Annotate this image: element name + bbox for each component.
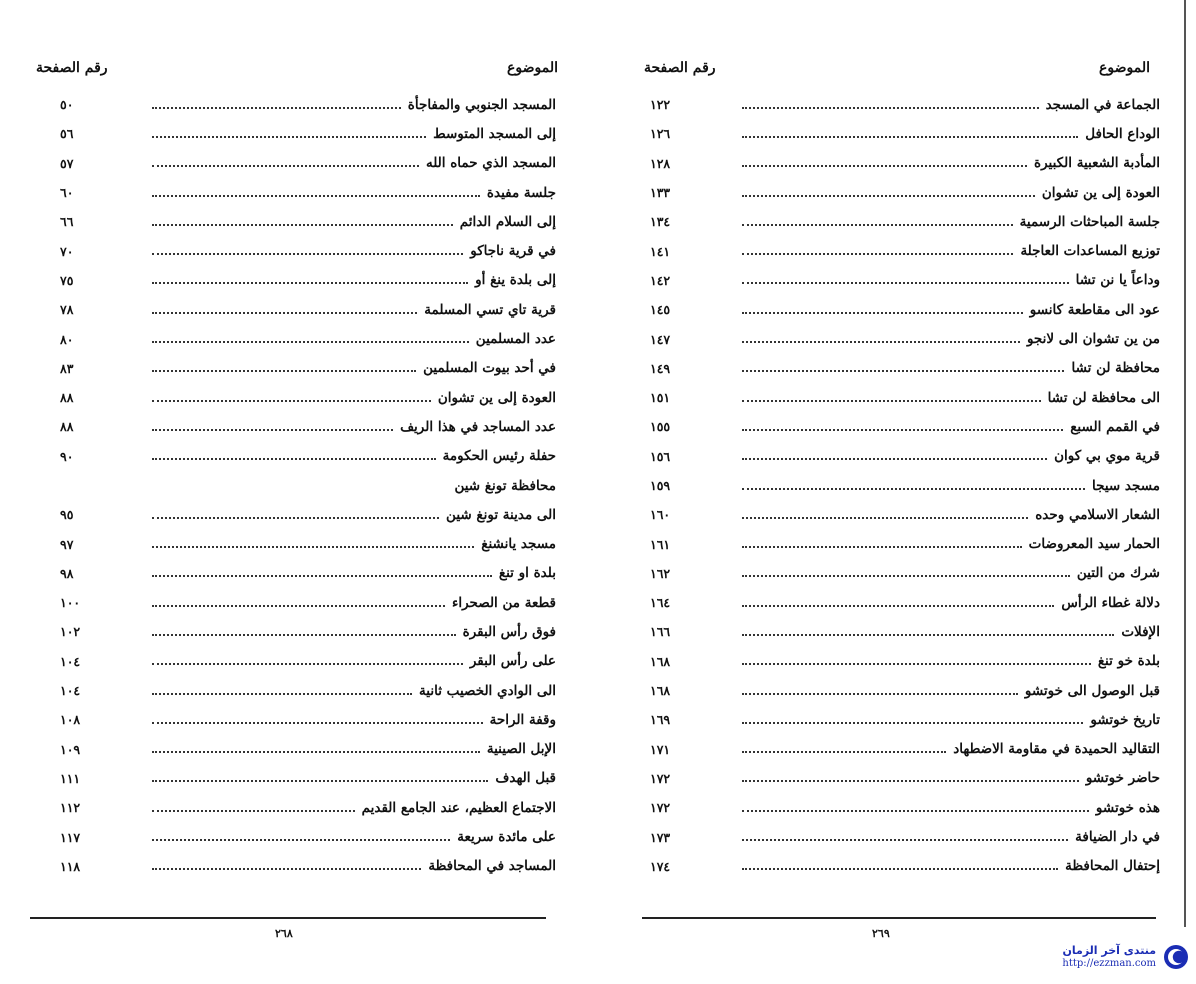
toc-entry-topic: مسجد سيجا [1092, 477, 1160, 494]
toc-entry-page-number: ١٦٨ [650, 683, 671, 699]
toc-entry [650, 207, 1160, 236]
toc-entry-topic: قبل الهدف [495, 770, 556, 787]
toc-entry-topic: قطعة من الصحراء [451, 594, 556, 611]
toc-entry [650, 793, 1160, 822]
toc-entry-topic: المسجد الذي حماه الله [425, 155, 556, 172]
right-page [600, 0, 1196, 984]
toc-entry-topic: إحتفال المحافظة [1065, 858, 1160, 875]
topic-column-header: الموضوع [1099, 60, 1150, 76]
toc-entry [650, 119, 1160, 148]
toc-entry-topic: مسجد يانشنغ [481, 536, 556, 553]
dot-leader [742, 429, 1063, 431]
toc-entry-topic: جلسة مفيدة [486, 184, 556, 201]
toc-entry-page-number: ١٥٩ [650, 478, 671, 493]
toc-entry [650, 588, 1160, 617]
toc-entry-page-number: ١٧٢ [650, 800, 671, 816]
toc-entry [650, 617, 1160, 646]
dot-leader [152, 136, 426, 138]
scan-edge-line [1184, 0, 1186, 927]
toc-entry-page-number: ١١٢ [60, 800, 81, 816]
toc-entry-page-number: ١٠٢ [60, 624, 81, 640]
toc-entry-topic: فوق رأس البقرة [462, 623, 556, 640]
dot-leader [742, 341, 1020, 343]
toc-entry-topic: في القمم السبع [1070, 418, 1160, 435]
dot-leader [742, 605, 1054, 607]
dot-leader [742, 839, 1068, 841]
dot-leader [742, 693, 1018, 695]
toc-entry-topic: قرية تاي تسي المسلمة [424, 301, 556, 318]
toc-entry-topic: الوداع الحافل [1085, 125, 1160, 142]
dot-leader [742, 224, 1013, 226]
toc-entry [60, 119, 556, 148]
toc-entry [60, 705, 556, 734]
toc-entry-page-number: ٨٨ [60, 419, 74, 435]
toc-entry-page-number: ١٧١ [650, 741, 671, 757]
page-folio: ٢٦٨ [275, 927, 293, 940]
toc-entry [650, 236, 1160, 265]
dot-leader [742, 195, 1035, 197]
toc-entry-topic: عدد المسلمين [475, 331, 556, 348]
toc-entry-page-number: ٩٨ [60, 565, 74, 581]
dot-leader [742, 868, 1058, 870]
toc-entry-page-number: ٥٧ [60, 155, 74, 171]
crescent-logo-icon [1162, 943, 1190, 971]
toc-entry [650, 647, 1160, 676]
toc-entry [60, 617, 556, 646]
toc-entry-page-number: ١٤٩ [650, 360, 671, 376]
toc-entry-topic: الشعار الاسلامي وحده [1035, 506, 1160, 523]
toc-entry-topic: العودة إلى ين تشوان [1041, 184, 1160, 201]
dot-leader [152, 751, 480, 753]
topic-column-header: الموضوع [507, 60, 558, 76]
dot-leader [152, 165, 419, 167]
toc-entry [650, 822, 1160, 851]
toc-entry [650, 529, 1160, 558]
toc-entry-page-number: ١٠٨ [60, 712, 81, 728]
toc-entry-topic: الإفلات [1121, 623, 1160, 640]
toc-entry-page-number: ٨٠ [60, 331, 74, 347]
dot-leader [152, 341, 469, 343]
toc-entry-topic: المسجد الجنوبي والمفاجأة [407, 96, 556, 113]
toc-entry [60, 588, 556, 617]
toc-entry-page-number: ٦٦ [60, 214, 74, 230]
dot-leader [152, 517, 439, 519]
dot-leader [152, 722, 483, 724]
dot-leader [152, 605, 445, 607]
toc-entry-topic: هذه خوتشو [1095, 799, 1160, 816]
dot-leader [152, 458, 436, 460]
dot-leader [742, 517, 1028, 519]
dot-leader [742, 400, 1041, 402]
left-page [0, 0, 590, 984]
dot-leader [152, 839, 450, 841]
toc-entry [650, 676, 1160, 705]
toc-entry-page-number: ١٣٣ [650, 185, 671, 201]
dot-leader [742, 165, 1027, 167]
toc-entry-page-number: ١٦٠ [650, 507, 671, 523]
toc-entry-page-number: ١٤٢ [650, 272, 671, 288]
toc-entry-topic: على رأس البقر [469, 653, 556, 670]
toc-entry-page-number: ١٠٩ [60, 741, 81, 757]
toc-entry [60, 647, 556, 676]
toc-entry-page-number: ١٢٨ [650, 155, 671, 171]
toc-entry-topic: من ين تشوان الى لانجو [1026, 331, 1160, 348]
watermark-text [1062, 945, 1156, 969]
toc-entry [60, 852, 556, 881]
toc-entry-topic: محافظة تونغ شين [454, 477, 556, 494]
toc-entry [60, 207, 556, 236]
toc-list [60, 90, 556, 881]
toc-entry-page-number: ١٠٠ [60, 595, 81, 611]
dot-leader [742, 634, 1114, 636]
toc-entry-page-number: ١٦١ [650, 536, 671, 552]
toc-entry-page-number: ١١٨ [60, 858, 81, 874]
dot-leader [742, 488, 1085, 490]
dot-leader [152, 253, 463, 255]
toc-entry [650, 559, 1160, 588]
toc-entry [650, 295, 1160, 324]
toc-entry [650, 324, 1160, 353]
toc-entry [60, 149, 556, 178]
toc-entry-topic: الاجتماع العظيم، عند الجامع القديم [361, 799, 556, 816]
toc-entry-page-number: ١٤٥ [650, 302, 671, 318]
toc-entry-page-number: ١٥١ [650, 390, 671, 406]
toc-entry-page-number: ٥٠ [60, 97, 74, 113]
toc-entry-page-number: ١٥٦ [650, 448, 671, 464]
toc-entry [650, 178, 1160, 207]
toc-entry [60, 90, 556, 119]
toc-entry-topic: قبل الوصول الى خوتشو [1024, 682, 1160, 699]
toc-entry [60, 529, 556, 558]
toc-entry [60, 500, 556, 529]
toc-entry-topic: تاريخ خوتشو [1090, 711, 1160, 728]
dot-leader [152, 693, 412, 695]
toc-entry-page-number: ٦٠ [60, 185, 74, 201]
toc-entry-page-number: ٨٣ [60, 360, 74, 376]
toc-entry-page-number: ١٣٤ [650, 214, 671, 230]
dot-leader [742, 136, 1078, 138]
toc-entry-topic: بلدة خو تنغ [1097, 653, 1160, 670]
toc-entry-topic: الإبل الصينية [486, 741, 556, 758]
dot-leader [152, 868, 421, 870]
toc-entry [60, 735, 556, 764]
toc-entry-page-number: ٧٠ [60, 243, 74, 259]
toc-entry-topic: الجماعة في المسجد [1045, 96, 1160, 113]
toc-entry-page-number: ٩٧ [60, 536, 74, 552]
toc-entry-page-number: ١٥٥ [650, 419, 671, 435]
toc-entry-page-number: ١٦٩ [650, 712, 671, 728]
toc-entry-page-number: ٩٥ [60, 507, 74, 523]
dot-leader [742, 810, 1089, 812]
dot-leader [152, 195, 480, 197]
toc-entry [60, 764, 556, 793]
toc-entry [650, 149, 1160, 178]
toc-entry-topic: الحمار سيد المعروضات [1028, 536, 1160, 553]
toc-entry-topic: قرية موي بي كوان [1054, 448, 1160, 465]
toc-entry-page-number: ٩٠ [60, 448, 74, 464]
footer-rule [642, 917, 1156, 919]
dot-leader [152, 370, 416, 372]
dot-leader [152, 575, 492, 577]
footer-rule [30, 917, 546, 919]
dot-leader [742, 282, 1069, 284]
toc-entry [650, 412, 1160, 441]
dot-leader [742, 575, 1070, 577]
toc-entry [60, 822, 556, 851]
watermark-url[interactable]: http://ezzman.com [1062, 957, 1156, 969]
toc-entry-topic: شرك من التين [1076, 565, 1160, 582]
toc-entry-page-number: ١٦٦ [650, 624, 671, 640]
dot-leader [742, 458, 1047, 460]
toc-entry-topic: الى مدينة تونغ شين [446, 506, 556, 523]
toc-entry [60, 295, 556, 324]
toc-entry [60, 383, 556, 412]
toc-entry-topic: في قرية ناجاكو [470, 243, 556, 260]
toc-entry-page-number: ١٤٧ [650, 331, 671, 347]
toc-entry [60, 676, 556, 705]
toc-entry-topic: جلسة المباحثات الرسمية [1019, 213, 1160, 230]
toc-entry-topic: الى الوادي الخصيب ثانية [419, 682, 556, 699]
dot-leader [152, 429, 393, 431]
toc-entry-page-number: ١٠٤ [60, 683, 81, 699]
toc-entry-page-number: ٧٨ [60, 302, 74, 318]
toc-entry-topic: بلدة او تنغ [498, 565, 556, 582]
toc-entry-page-number: ١٦٤ [650, 595, 671, 611]
toc-entry-topic: إلى السلام الدائم [459, 213, 556, 230]
dot-leader [152, 107, 401, 109]
page-number-column-header: رقم الصفحة [644, 60, 716, 76]
toc-entry-topic: الى محافظة لن تشا [1047, 389, 1160, 406]
toc-entry-topic: في أحد بيوت المسلمين [423, 360, 556, 377]
toc-entry [650, 471, 1160, 500]
toc-entry-topic: التقاليد الحميدة في مقاومة الاضطهاد [953, 741, 1160, 758]
dot-leader [152, 780, 488, 782]
page-folio: ٢٦٩ [872, 927, 890, 940]
toc-list [650, 90, 1160, 881]
toc-entry-page-number: ١٦٨ [650, 653, 671, 669]
toc-entry-topic: في دار الضيافة [1075, 829, 1160, 846]
toc-entry [60, 793, 556, 822]
toc-entry-page-number: ٥٦ [60, 126, 74, 142]
toc-entry-page-number: ١٦٢ [650, 565, 671, 581]
toc-entry-page-number: ٧٥ [60, 272, 74, 288]
toc-entry-topic: إلى بلدة ينغ أو [475, 272, 556, 289]
toc-entry [650, 383, 1160, 412]
toc-entry [60, 559, 556, 588]
toc-section-heading [60, 471, 556, 500]
dot-leader [742, 722, 1083, 724]
toc-entry-topic: إلى المسجد المتوسط [433, 125, 556, 142]
toc-entry-page-number: ١١٧ [60, 829, 81, 845]
toc-entry-topic: حفلة رئيس الحكومة [442, 448, 556, 465]
toc-entry [650, 500, 1160, 529]
dot-leader [742, 312, 1023, 314]
toc-entry [60, 236, 556, 265]
dot-leader [742, 107, 1039, 109]
toc-entry-page-number: ١٧٤ [650, 858, 671, 874]
toc-entry-page-number: ١٤١ [650, 243, 671, 259]
toc-entry [650, 705, 1160, 734]
dot-leader [152, 810, 355, 812]
toc-entry [650, 735, 1160, 764]
toc-entry-page-number: ١٢٢ [650, 97, 671, 113]
toc-entry [60, 178, 556, 207]
toc-entry [650, 354, 1160, 383]
toc-entry-topic: على مائدة سريعة [457, 829, 556, 846]
dot-leader [152, 312, 417, 314]
dot-leader [742, 751, 946, 753]
toc-entry-topic: توزيع المساعدات العاجلة [1020, 243, 1160, 260]
toc-entry-page-number: ١٠٤ [60, 653, 81, 669]
dot-leader [152, 282, 468, 284]
toc-entry-page-number: ١٧٢ [650, 770, 671, 786]
forum-watermark[interactable] [1062, 940, 1190, 974]
toc-entry [650, 764, 1160, 793]
dot-leader [742, 663, 1091, 665]
toc-entry [60, 324, 556, 353]
toc-entry-page-number: ١٢٦ [650, 126, 671, 142]
toc-entry [60, 266, 556, 295]
toc-entry-topic: دلالة غطاء الرأس [1061, 594, 1160, 611]
toc-entry [650, 266, 1160, 295]
dot-leader [742, 546, 1022, 548]
toc-entry-topic: المأدبة الشعبية الكبيرة [1034, 155, 1160, 172]
dot-leader [152, 224, 453, 226]
toc-entry-topic: العودة إلى ين تشوان [437, 389, 556, 406]
dot-leader [152, 546, 474, 548]
toc-entry [60, 442, 556, 471]
dot-leader [152, 634, 456, 636]
toc-entry [60, 412, 556, 441]
toc-entry-topic: عود الى مقاطعة كانسو [1029, 301, 1160, 318]
toc-entry-topic: محافظة لن تشا [1071, 360, 1160, 377]
toc-entry-page-number: ١١١ [60, 770, 81, 786]
page-number-column-header: رقم الصفحة [36, 60, 108, 76]
toc-entry [650, 852, 1160, 881]
dot-leader [742, 253, 1013, 255]
toc-entry-topic: حاضر خوتشو [1085, 770, 1160, 787]
toc-entry-page-number: ١٧٣ [650, 829, 671, 845]
watermark-title: منتدى آخر الزمان [1062, 943, 1156, 957]
toc-entry-topic: عدد المساجد في هذا الريف [400, 418, 556, 435]
toc-entry [650, 90, 1160, 119]
dot-leader [152, 400, 431, 402]
toc-entry-page-number: ٨٨ [60, 390, 74, 406]
toc-entry-topic: المساجد في المحافظة [428, 858, 556, 875]
dot-leader [152, 663, 463, 665]
toc-entry-topic: وداعاً يا نن تشا [1075, 272, 1160, 289]
dot-leader [742, 780, 1079, 782]
dot-leader [742, 370, 1064, 372]
toc-entry [60, 354, 556, 383]
toc-entry [650, 442, 1160, 471]
toc-entry-topic: وقفة الراحة [489, 711, 556, 728]
